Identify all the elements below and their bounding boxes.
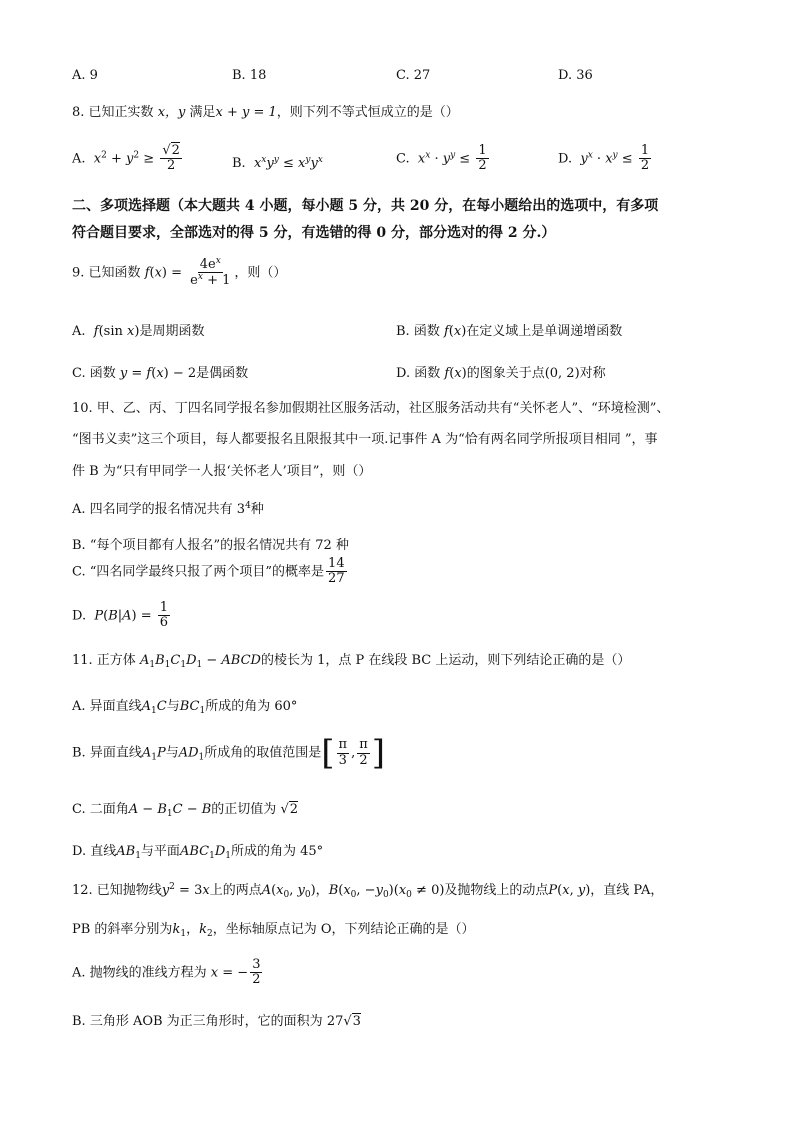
q12-option-b: B. 三角形 AOB 为正三角形时，它的面积为 27√3 [72, 1014, 361, 1029]
q11-option-a: A. 异面直线$A_1C$与$BC_1$所成的角为 60° [72, 699, 298, 716]
question-11-stem: 11. 正方体 $A_1B_1C_1D_1$ − ABCD的棱长为 1，点 P 在线段 BC 上运动，则下列结论正确的是（） [72, 653, 631, 670]
section-2-heading-line1: 二、多项选择题（本大题共 4 小题，每小题 5 分，共 20 分，在每小题给出的选项中，有多项 [72, 198, 659, 214]
q11-option-b: B. 异面直线$A_1P$与$AD_1$所成角的取值范围是[ $\frac{\pi}{3}$ , $\frac{\pi}{2}$ ] [72, 733, 386, 773]
question-10-line2: “图书义卖”这三个项目，每人都要报名且限报其中一项.记事件 A 为“恰有两名同学所报项目相同 ”，事 [72, 432, 658, 447]
q9-option-b: B. 函数 f(x)在定义域上是单调递增函数 [396, 324, 623, 339]
q10-option-b: B. “每个项目都有人报名”的报名情况共有 72 种 [72, 538, 349, 553]
q8-option-d: D. $y^x \cdot x^y$ ≤ $\frac{1}{2}$ [558, 143, 650, 174]
q7-option-b: B. 18 [232, 68, 267, 83]
section-2-heading-line2: 符合题目要求，全部选对的得 5 分，有选错的得 0 分，部分选对的得 2 分.） [72, 225, 556, 241]
q8-option-a: A. $x^2 + y^2$ ≥ $\frac{√2}{2}$ [72, 143, 180, 174]
question-10-line3: 件 B 为“只有甲同学一人报‘关怀老人’项目”，则（） [72, 464, 372, 479]
q7-option-d: D. 36 [558, 68, 593, 83]
q7-option-c: C. 27 [396, 68, 431, 83]
question-12-line1: 12. 已知抛物线$y^2 = 3x$上的两点$A(x_0$, $y_0$)，$B(x_0$, $-y_0)(x_0 \ne 0)$及抛物线上的动点P(x, y)，直线 PA， [72, 882, 664, 900]
question-8-stem: 8. 已知正实数 x，y 满足x + y = 1，则下列不等式恒成立的是（） [72, 105, 459, 120]
question-12-line2: PB 的斜率分别为$k_1$，$k_2$，坐标轴原点记为 O，下列结论正确的是（） [72, 922, 475, 939]
q11-option-d: D. 直线$AB_1$与平面$ABC_1D_1$所成的角为 45° [72, 844, 324, 861]
question-9-stem: 9. 已知函数 f(x) = $\frac{4e^x}{e^x + 1}$ ，则（） [72, 256, 287, 289]
q10-option-c: C. “四名同学最终只报了两个项目”的概率是 $\frac{14}{27}$ [72, 556, 345, 587]
question-10-line1: 10. 甲、乙、丙、丁四名同学报名参加假期社区服务活动，社区服务活动共有“关怀老人”、“环境检测”、 [72, 401, 670, 416]
q8-option-b: B. $x^xy^y \le x^yy^x$ [232, 155, 323, 171]
q7-option-a: A. 9 [72, 68, 98, 83]
q10-option-d: D. P(B|A) = $\frac{1}{6}$ [72, 600, 169, 631]
q9-option-c: C. 函数 y = f(x) − 2是偶函数 [72, 366, 249, 381]
q11-option-c: C. 二面角$A - B_1C - B$的正切值为 √2 [72, 802, 299, 819]
q8-option-c: C. $x^x \cdot y^y$ ≤ $\frac{1}{2}$ [396, 143, 487, 174]
q9-option-a: A. f(sin x)是周期函数 [72, 324, 205, 339]
q10-option-a: A. 四名同学的报名情况共有 $3^4$种 [72, 501, 264, 517]
q12-option-a: A. 抛物线的准线方程为 x = − $\frac{3}{2}$ [72, 957, 261, 988]
q9-option-d: D. 函数 f(x)的图象关于点(0, 2)对称 [396, 366, 606, 381]
